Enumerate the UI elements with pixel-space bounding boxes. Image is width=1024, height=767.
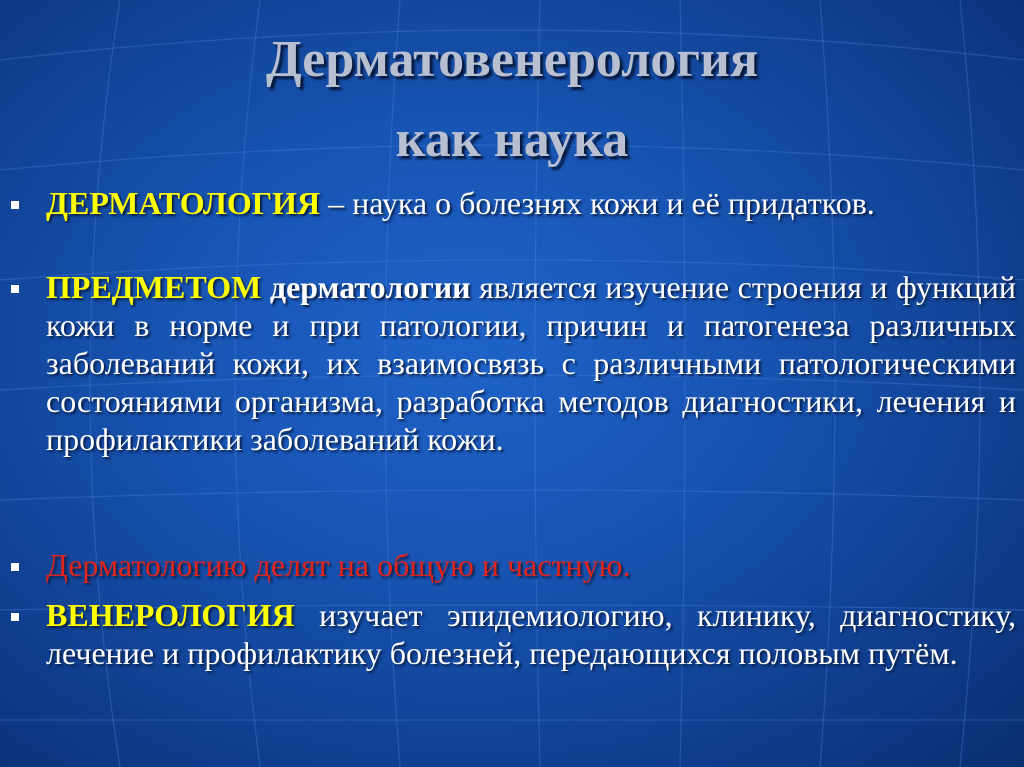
keyword-dermatology: ДЕРМАТОЛОГИЯ bbox=[46, 185, 321, 221]
bullet-text bbox=[46, 184, 1016, 222]
bullet-marker bbox=[11, 563, 19, 571]
venereology-text: изучает эпидемиологию, клинику, диагностику, лечение и профилактику болезней, передающихся половым путём. bbox=[46, 597, 1016, 671]
bullet-text bbox=[46, 596, 1016, 672]
slide-title-line2: как наука bbox=[395, 111, 629, 168]
keyword-dermatology-genitive: дерматологии bbox=[269, 269, 471, 305]
division-text: Дерматологию делят на общую и частную. bbox=[46, 547, 631, 583]
bullet-marker bbox=[11, 613, 19, 621]
keyword-subject: ПРЕДМЕТОМ bbox=[46, 269, 262, 305]
slide-title-line1: Дерматовенерология bbox=[265, 31, 759, 88]
subject-text: является изучение строения и функций кожи в норме и при патологии, причин и патогенеза различных заболеваний кожи, их взаимосвязь с различными патологическими состояниями организма, разработка методов диагностики, лечения и профилактики заболеваний кожи. bbox=[46, 269, 1017, 457]
bullet-marker bbox=[11, 285, 19, 293]
keyword-venereology: ВЕНЕРОЛОГИЯ bbox=[46, 597, 295, 633]
definition-text: – наука о болезнях кожи и её придатков. bbox=[320, 185, 875, 221]
bullet-marker bbox=[11, 201, 19, 209]
bullet-text bbox=[46, 268, 1016, 458]
